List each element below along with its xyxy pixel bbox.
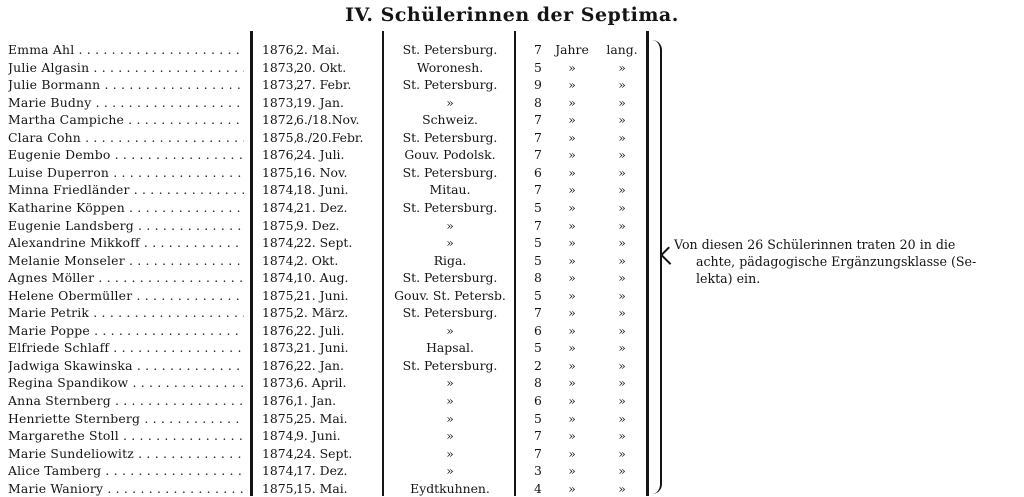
cell-unit: »	[568, 445, 576, 461]
cell-unit: »	[568, 252, 576, 268]
cell-year: 1875,	[262, 410, 298, 426]
table-row	[0, 252, 660, 270]
cell-lang: »	[618, 357, 626, 373]
table-row	[0, 181, 660, 199]
cell-day: 20. Okt.	[296, 59, 347, 75]
cell-unit: »	[568, 287, 576, 303]
cell-day: 19. Jan.	[296, 94, 344, 110]
table-row	[0, 462, 660, 480]
cell-name: Julie Bormann . . .	[8, 76, 244, 94]
cell-day: 22. Sept.	[296, 235, 353, 251]
cell-unit: »	[568, 393, 576, 408]
cell-name: Marie Budny . . .	[8, 94, 244, 112]
cell-lang: »	[618, 463, 626, 479]
cell-unit: »	[568, 164, 576, 180]
cell-num: 5	[534, 287, 542, 303]
table-row	[0, 41, 660, 59]
cell-place: St. Petersburg.	[402, 42, 498, 57]
table-row	[0, 76, 660, 94]
cell-unit: »	[568, 375, 576, 391]
table-row	[0, 269, 660, 287]
table-row	[0, 59, 660, 77]
cell-year: 1873,	[262, 375, 298, 391]
cell-name: Martha Campiche . . .	[8, 111, 244, 129]
cell-lang: »	[618, 112, 626, 128]
cell-name: Minna Friedländer . . .	[8, 181, 244, 199]
cell-day: 22. Juli.	[296, 322, 345, 338]
cell-place: Woronesh.	[416, 59, 484, 75]
table-row	[0, 129, 660, 147]
footnote-line-2: achte, pädagogische Ergänzungsklasse (Se-	[696, 254, 977, 269]
cell-name: Luise Duperron . . .	[8, 164, 244, 182]
cell-year: 1874,	[262, 463, 298, 479]
table-row	[0, 410, 660, 428]
cell-year: 1872,	[262, 112, 298, 128]
cell-lang: »	[618, 287, 626, 303]
cell-num: 2	[534, 357, 542, 373]
cell-year: 1873,	[262, 59, 298, 75]
cell-year: 1874,	[262, 182, 298, 198]
table-row	[0, 357, 660, 375]
cell-year: 1875,	[262, 287, 298, 303]
cell-place: St. Petersburg.	[402, 77, 498, 93]
cell-name: Elfriede Schlaff . . .	[8, 339, 244, 357]
cell-lang: »	[618, 428, 626, 444]
cell-place: Eydtkuhnen.	[410, 480, 490, 496]
cell-num: 5	[534, 199, 542, 215]
cell-unit: »	[568, 305, 576, 321]
cell-lang: »	[618, 94, 626, 110]
table-row	[0, 427, 660, 445]
cell-unit: »	[568, 182, 576, 198]
cell-num: 5	[534, 59, 542, 75]
cell-day: 1. Jan.	[296, 393, 337, 408]
cell-day: 24. Sept.	[296, 445, 353, 461]
cell-day: 21. Juni.	[296, 340, 349, 356]
cell-unit: »	[568, 235, 576, 251]
cell-unit: »	[568, 428, 576, 444]
cell-day: 9. Juni.	[296, 428, 341, 444]
cell-lang: »	[618, 217, 626, 233]
cell-lang: »	[618, 164, 626, 180]
cell-year: 1875,	[262, 164, 298, 180]
cell-unit: »	[568, 270, 576, 286]
table-row	[0, 146, 660, 164]
cell-day: 8./20.Febr.	[296, 129, 364, 145]
cell-unit: »	[568, 129, 576, 145]
footnote-line-3: lekta) ein.	[696, 271, 761, 286]
cell-num: 6	[534, 164, 542, 180]
cell-year: 1873,	[262, 340, 298, 356]
cell-day: 15. Mai.	[296, 480, 348, 496]
cell-day: 25. Mai.	[296, 410, 348, 426]
cell-year: 1874,	[262, 199, 298, 215]
cell-place: »	[446, 235, 454, 251]
cell-lang: »	[618, 322, 626, 338]
cell-day: 2. Mai.	[296, 42, 340, 57]
table-row	[0, 234, 660, 252]
cell-num: 7	[534, 217, 542, 233]
table-row	[0, 392, 660, 410]
cell-num: 7	[534, 182, 542, 198]
cell-day: 17. Dez.	[296, 463, 348, 479]
table-row	[0, 374, 660, 392]
cell-num: 8	[534, 375, 542, 391]
cell-year: 1875,	[262, 129, 298, 145]
cell-lang: »	[618, 270, 626, 286]
footnote	[674, 236, 1024, 287]
cell-name: Eugenie Landsberg . . .	[8, 217, 244, 235]
table-row	[0, 287, 660, 305]
cell-day: 21. Juni.	[296, 287, 349, 303]
table-row	[0, 445, 660, 463]
cell-day: 2. Okt.	[296, 252, 339, 268]
cell-year: 1876,	[262, 42, 298, 57]
cell-name: Eugenie Dembo . . .	[8, 146, 244, 164]
cell-num: 8	[534, 270, 542, 286]
cell-unit: »	[568, 480, 576, 496]
cell-year: 1874,	[262, 252, 298, 268]
right-brace	[646, 40, 662, 494]
cell-name: Marie Petrik . . .	[8, 304, 244, 322]
cell-place: Schweiz.	[422, 112, 478, 128]
cell-name: Jadwiga Skawinska . . .	[8, 357, 244, 375]
cell-name: Anna Sternberg . . .	[8, 392, 244, 410]
cell-place: St. Petersburg.	[402, 129, 498, 145]
cell-unit: »	[568, 357, 576, 373]
cell-year: 1875,	[262, 480, 298, 496]
cell-num: 7	[534, 305, 542, 321]
cell-day: 24. Juli.	[296, 147, 345, 163]
cell-name: Marie Poppe . . .	[8, 322, 244, 340]
cell-day: 9. Dez.	[296, 217, 340, 233]
cell-name: Helene Obermüller . . .	[8, 287, 244, 305]
footnote-line-1: Von diesen 26 Schülerinnen traten 20 in die	[674, 237, 956, 252]
cell-place: Gouv. Podolsk.	[404, 147, 496, 163]
cell-num: 7	[534, 129, 542, 145]
cell-year: 1874,	[262, 445, 298, 461]
cell-lang: »	[618, 77, 626, 93]
cell-num: 6	[534, 322, 542, 338]
cell-place: »	[446, 410, 454, 426]
cell-lang: »	[618, 129, 626, 145]
cell-day: 6. April.	[296, 375, 347, 391]
cell-day: 6./18.Nov.	[296, 112, 360, 128]
cell-place: Riga.	[433, 252, 467, 268]
cell-name: Alice Tamberg . . .	[8, 462, 244, 480]
cell-lang: »	[618, 59, 626, 75]
cell-name: Regina Spandikow . . .	[8, 374, 244, 392]
cell-name: Margarethe Stoll . . .	[8, 427, 244, 445]
cell-lang: »	[618, 199, 626, 215]
cell-name: Marie Waniory . . .	[8, 480, 244, 497]
cell-unit: »	[568, 463, 576, 479]
cell-num: 6	[534, 393, 542, 408]
cell-unit: »	[568, 340, 576, 356]
cell-num: 7	[534, 147, 542, 163]
cell-place: »	[446, 428, 454, 444]
cell-place: »	[446, 375, 454, 391]
cell-lang: »	[618, 410, 626, 426]
cell-place: St. Petersburg.	[402, 305, 498, 321]
table-row	[0, 111, 660, 129]
cell-unit: »	[568, 59, 576, 75]
cell-lang: »	[618, 340, 626, 356]
cell-day: 22. Jan.	[296, 357, 344, 373]
cell-day: 21. Dez.	[296, 199, 348, 215]
cell-unit: »	[568, 217, 576, 233]
cell-lang: »	[618, 147, 626, 163]
cell-year: 1873,	[262, 94, 298, 110]
cell-place: St. Petersburg.	[402, 164, 498, 180]
cell-name: Julie Algasin . . .	[8, 59, 244, 77]
cell-place: St. Petersburg.	[402, 357, 498, 373]
table-row	[0, 322, 660, 340]
table-row	[0, 480, 660, 497]
cell-year: 1875,	[262, 217, 298, 233]
cell-num: 7	[534, 112, 542, 128]
cell-unit: »	[568, 410, 576, 426]
cell-lang: »	[618, 393, 626, 408]
table-row	[0, 217, 660, 235]
cell-place: »	[446, 94, 454, 110]
cell-year: 1874,	[262, 270, 298, 286]
cell-day: 10. Aug.	[296, 270, 349, 286]
cell-name: Katharine Köppen . . .	[8, 199, 244, 217]
cell-lang: lang.	[606, 42, 638, 57]
cell-num: 8	[534, 94, 542, 110]
cell-day: 16. Nov.	[296, 164, 348, 180]
cell-lang: »	[618, 305, 626, 321]
cell-lang: »	[618, 182, 626, 198]
cell-place: Hapsal.	[426, 340, 474, 356]
cell-unit: »	[568, 77, 576, 93]
cell-year: 1876,	[262, 393, 298, 408]
cell-lang: »	[618, 252, 626, 268]
cell-num: 5	[534, 410, 542, 426]
table-row	[0, 164, 660, 182]
cell-lang: »	[618, 375, 626, 391]
cell-name: Alexandrine Mikkoff . . .	[8, 234, 244, 252]
table-row	[0, 339, 660, 357]
cell-unit: »	[568, 147, 576, 163]
cell-place: »	[446, 463, 454, 479]
cell-unit: »	[568, 94, 576, 110]
cell-unit: »	[568, 112, 576, 128]
cell-lang: »	[618, 235, 626, 251]
cell-name: Agnes Möller . . .	[8, 269, 244, 287]
cell-lang: »	[618, 480, 626, 496]
cell-num: 7	[534, 42, 542, 57]
cell-year: 1875,	[262, 305, 298, 321]
cell-day: 18. Juni.	[296, 182, 349, 198]
cell-year: 1874,	[262, 235, 298, 251]
cell-name: Emma Ahl . . .	[8, 41, 244, 59]
table-row	[0, 199, 660, 217]
cell-year: 1874,	[262, 428, 298, 444]
cell-name: Clara Cohn . . .	[8, 129, 244, 147]
cell-num: 7	[534, 428, 542, 444]
cell-place: Gouv. St. Petersb.	[394, 287, 506, 303]
cell-num: 5	[534, 235, 542, 251]
cell-num: 9	[534, 77, 542, 93]
cell-place: »	[446, 393, 454, 408]
cell-unit: »	[568, 199, 576, 215]
cell-place: St. Petersburg.	[402, 270, 498, 286]
page-title: IV. Schülerinnen der Septima.	[345, 4, 679, 26]
cell-year: 1873,	[262, 77, 298, 93]
cell-num: 7	[534, 445, 542, 461]
cell-num: 5	[534, 340, 542, 356]
cell-num: 3	[534, 463, 542, 479]
cell-unit: »	[568, 322, 576, 338]
cell-place: »	[446, 322, 454, 338]
cell-name: Marie Sundeliowitz . . .	[8, 445, 244, 463]
cell-lang: »	[618, 445, 626, 461]
cell-num: 4	[534, 480, 542, 496]
cell-year: 1876,	[262, 322, 298, 338]
table-row	[0, 94, 660, 112]
cell-num: 5	[534, 252, 542, 268]
cell-unit: Jahre	[555, 42, 589, 57]
table-row	[0, 304, 660, 322]
cell-name: Henriette Sternberg . . .	[8, 410, 244, 428]
cell-place: »	[446, 217, 454, 233]
cell-year: 1876,	[262, 147, 298, 163]
cell-name: Melanie Monseler . . .	[8, 252, 244, 270]
cell-place: St. Petersburg.	[402, 199, 498, 215]
cell-day: 2. März.	[296, 305, 349, 321]
cell-place: »	[446, 445, 454, 461]
cell-day: 27. Febr.	[296, 77, 352, 93]
cell-year: 1876,	[262, 357, 298, 373]
cell-place: Mitau.	[429, 182, 471, 198]
